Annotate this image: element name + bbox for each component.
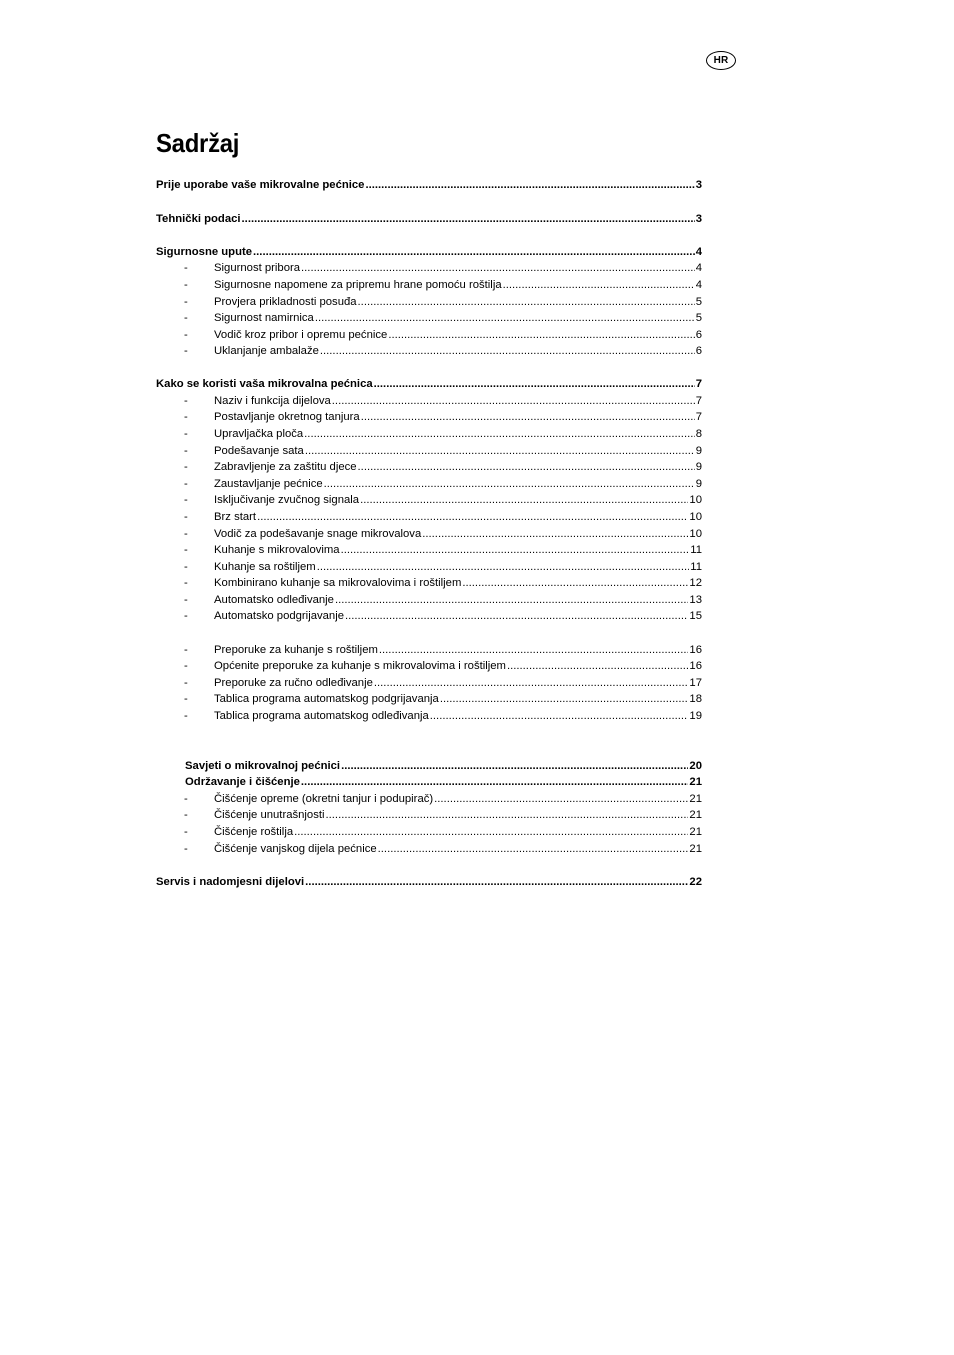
toc-label: Prije uporabe vaše mikrovalne pećnice (156, 179, 365, 191)
toc-page-number: 12 (689, 577, 702, 589)
toc-label: Tehnički podaci (156, 213, 241, 225)
toc-label: Sigurnosne napomene za pripremu hrane pomoću roštilja (214, 279, 502, 291)
toc-page-number: 7 (695, 395, 702, 407)
toc-page-number: 6 (695, 345, 702, 357)
toc-entry (184, 344, 702, 358)
bullet-dash: - (184, 561, 188, 573)
toc-page-number: 4 (695, 262, 702, 274)
toc-label: Uklanjanje ambalaže (214, 345, 319, 357)
toc-entry (184, 560, 702, 574)
toc-label: Sigurnost pribora (214, 262, 301, 274)
bullet-dash: - (184, 843, 188, 855)
toc-label: Kombinirano kuhanje sa mikrovalovima i roštiljem (214, 577, 462, 589)
toc-page-number: 21 (689, 793, 702, 805)
toc-page-number: 7 (695, 411, 702, 423)
bullet-dash: - (184, 610, 188, 622)
dot-leader (379, 643, 689, 657)
dot-leader (462, 576, 688, 590)
toc-label: Vodič kroz pribor i opremu pećnice (214, 329, 388, 341)
dot-leader (257, 510, 688, 524)
toc-heading (156, 377, 702, 391)
toc-label: Općenite preporuke za kuhanje s mikrovalovima i roštiljem (214, 660, 506, 672)
dot-leader (361, 410, 695, 424)
toc-label: Provjera prikladnosti posuđa (214, 296, 357, 308)
toc-label: Kuhanje s mikrovalovima (214, 544, 340, 556)
toc-entry (184, 709, 702, 723)
toc-entry (184, 576, 702, 590)
toc-entry (184, 543, 702, 557)
toc-page-number: 10 (689, 528, 702, 540)
toc-page-number: 15 (689, 610, 702, 622)
toc-page-number: 9 (695, 445, 702, 457)
dot-leader (301, 775, 689, 789)
dot-leader (301, 261, 695, 275)
toc-label: Preporuke za ručno odleđivanje (214, 677, 373, 689)
toc-page-number: 7 (695, 378, 702, 390)
bullet-dash: - (184, 445, 188, 457)
bullet-dash: - (184, 262, 188, 274)
toc-heading (156, 212, 702, 226)
bullet-dash: - (184, 577, 188, 589)
toc-page-number: 3 (695, 213, 702, 225)
toc-entry (184, 328, 702, 342)
toc-page-number: 6 (695, 329, 702, 341)
toc-label: Održavanje i čišćenje (185, 776, 300, 788)
toc-entry (184, 427, 702, 441)
toc-page-number: 16 (689, 644, 702, 656)
toc-label: Servis i nadomjesni dijelovi (156, 876, 305, 888)
bullet-dash: - (184, 312, 188, 324)
toc-page-number: 8 (695, 428, 702, 440)
toc-entry (184, 477, 702, 491)
toc-label: Zabravljenje za zaštitu djece (214, 461, 357, 473)
toc-page-number: 18 (689, 693, 702, 705)
dot-leader (430, 709, 689, 723)
dot-leader (365, 178, 694, 192)
toc-page-number: 17 (689, 677, 702, 689)
toc-page-number: 5 (695, 296, 702, 308)
bullet-dash: - (184, 826, 188, 838)
bullet-dash: - (184, 428, 188, 440)
dot-leader (294, 825, 688, 839)
dot-leader (374, 377, 695, 391)
dot-leader (324, 477, 695, 491)
dot-leader (345, 609, 688, 623)
bullet-dash: - (184, 478, 188, 490)
toc-label: Upravljačka ploča (214, 428, 304, 440)
toc-label: Tablica programa automatskog podgrijavanja (214, 693, 439, 705)
dot-leader (305, 444, 695, 458)
toc-page-number: 9 (695, 478, 702, 490)
toc-page-number: 22 (689, 876, 702, 888)
toc-entry (184, 295, 702, 309)
toc-page-number: 13 (689, 594, 702, 606)
toc-page-number: 21 (689, 809, 702, 821)
toc-page-number: 4 (695, 279, 702, 291)
toc-entry (184, 692, 702, 706)
toc-label: Kuhanje sa roštiljem (214, 561, 316, 573)
dot-leader (507, 659, 688, 673)
dot-leader (317, 560, 690, 574)
dot-leader (378, 842, 689, 856)
toc-label: Brz start (214, 511, 257, 523)
bullet-dash: - (184, 345, 188, 357)
toc-label: Čišćenje vanjskog dijela pećnice (214, 843, 377, 855)
toc-entry (184, 510, 702, 524)
toc-entry (184, 825, 702, 839)
toc-entry (184, 609, 702, 623)
dot-leader (242, 212, 695, 226)
toc-label: Čišćenje opreme (okretni tanjur i podupirač) (214, 793, 434, 805)
toc-label: Preporuke za kuhanje s roštiljem (214, 644, 378, 656)
bullet-dash: - (184, 793, 188, 805)
bullet-dash: - (184, 693, 188, 705)
toc-heading (185, 775, 702, 789)
toc-label: Naziv i funkcija dijelova (214, 395, 331, 407)
toc-entry (184, 460, 702, 474)
dot-leader (422, 527, 688, 541)
dot-leader (358, 295, 695, 309)
toc-entry (184, 643, 702, 657)
toc-entry (184, 394, 702, 408)
dot-leader (358, 460, 695, 474)
bullet-dash: - (184, 279, 188, 291)
dot-leader (341, 543, 690, 557)
bullet-dash: - (184, 677, 188, 689)
toc-heading (156, 178, 702, 192)
dot-leader (326, 808, 689, 822)
toc-label: Automatsko podgrijavanje (214, 610, 344, 622)
toc-page-number: 21 (689, 843, 702, 855)
bullet-dash: - (184, 511, 188, 523)
bullet-dash: - (184, 461, 188, 473)
toc-label: Zaustavljanje pećnice (214, 478, 323, 490)
toc-entry (184, 493, 702, 507)
toc-page-number: 3 (695, 179, 702, 191)
toc-page-number: 10 (689, 511, 702, 523)
bullet-dash: - (184, 494, 188, 506)
bullet-dash: - (184, 395, 188, 407)
bullet-dash: - (184, 411, 188, 423)
bullet-dash: - (184, 329, 188, 341)
dot-leader (315, 311, 695, 325)
toc-entry (184, 808, 702, 822)
dot-leader (374, 676, 689, 690)
toc-label: Sigurnosne upute (156, 246, 253, 258)
dot-leader (360, 493, 688, 507)
dot-leader (434, 792, 688, 806)
toc-label: Vodič za podešavanje snage mikrovalova (214, 528, 422, 540)
dot-leader (253, 245, 695, 259)
toc-label: Sigurnost namirnica (214, 312, 314, 324)
bullet-dash: - (184, 594, 188, 606)
dot-leader (320, 344, 695, 358)
toc-page-number: 5 (695, 312, 702, 324)
toc-label: Savjeti o mikrovalnoj pećnici (185, 760, 341, 772)
bullet-dash: - (184, 528, 188, 540)
bullet-dash: - (184, 544, 188, 556)
page-title: Sadržaj (156, 128, 240, 158)
toc-entry (184, 444, 702, 458)
toc-page-number: 11 (690, 544, 702, 556)
toc-label: Isključivanje zvučnog signala (214, 494, 360, 506)
toc-entry (184, 278, 702, 292)
toc-entry (184, 676, 702, 690)
language-badge: HR (706, 51, 736, 70)
toc-label: Čišćenje roštilja (214, 826, 294, 838)
toc-heading (156, 245, 702, 259)
toc-page-number: 10 (689, 494, 702, 506)
toc-page-number: 20 (689, 760, 702, 772)
toc-entry (184, 842, 702, 856)
toc-page-number: 21 (689, 826, 702, 838)
toc-label: Podešavanje sata (214, 445, 304, 457)
toc-label: Automatsko odleđivanje (214, 594, 334, 606)
toc-label: Postavljanje okretnog tanjura (214, 411, 360, 423)
toc-entry (184, 311, 702, 325)
toc-entry (184, 410, 702, 424)
toc-page-number: 21 (689, 776, 702, 788)
toc-page-number: 19 (689, 710, 702, 722)
dot-leader (341, 759, 688, 773)
bullet-dash: - (184, 809, 188, 821)
dot-leader (305, 875, 688, 889)
bullet-dash: - (184, 710, 188, 722)
toc-entry (184, 659, 702, 673)
toc-entry (184, 527, 702, 541)
bullet-dash: - (184, 660, 188, 672)
dot-leader (503, 278, 695, 292)
dot-leader (335, 593, 688, 607)
dot-leader (332, 394, 695, 408)
dot-leader (388, 328, 694, 342)
bullet-dash: - (184, 644, 188, 656)
toc-entry (184, 792, 702, 806)
dot-leader (440, 692, 689, 706)
toc-page-number: 11 (690, 561, 702, 573)
toc-page-number: 4 (695, 246, 702, 258)
dot-leader (304, 427, 695, 441)
toc-heading (185, 759, 702, 773)
toc-entry (184, 593, 702, 607)
toc-label: Čišćenje unutrašnjosti (214, 809, 325, 821)
toc-label: Tablica programa automatskog odleđivanja (214, 710, 429, 722)
bullet-dash: - (184, 296, 188, 308)
toc-label: Kako se koristi vaša mikrovalna pećnica (156, 378, 373, 390)
toc-page-number: 16 (689, 660, 702, 672)
toc-entry (184, 261, 702, 275)
toc-heading (156, 875, 702, 889)
toc-page-number: 9 (695, 461, 702, 473)
